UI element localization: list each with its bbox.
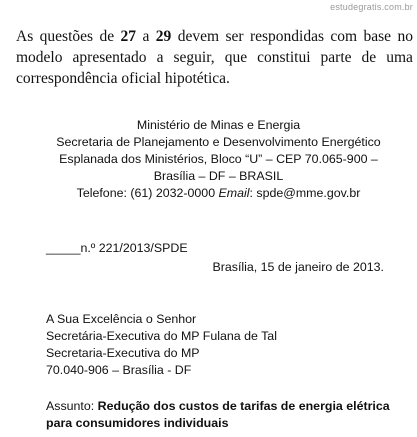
- intro-word: constitui: [257, 49, 311, 66]
- subject-block: [46, 398, 406, 432]
- recipient-name: Secretária-Executiva do MP Fulana de Tal: [46, 329, 277, 343]
- email-label: Email: [218, 186, 250, 200]
- intro-line-3: [16, 68, 413, 89]
- watermark: estudegratis.com.br: [330, 2, 413, 12]
- place-and-date: Brasília, 15 de janeiro de 2013.: [212, 260, 384, 274]
- intro-word: uma: [386, 49, 413, 66]
- subject-text: Redução dos custos de tarifas de energia elétrica: [97, 399, 390, 413]
- recipient-salutation: A Sua Excelência o Senhor: [46, 312, 197, 326]
- subject-line-1: [46, 398, 406, 415]
- email-address: : spde@mme.gov.br: [249, 186, 361, 200]
- ministry-name: Ministério de Minas e Energia: [136, 118, 301, 132]
- intro-word: apresentado: [72, 49, 147, 66]
- intro-line-3-text: correspondência oficial hipotética.: [16, 70, 230, 87]
- document-reference: _____n.º 221/2013/SPDE: [46, 241, 188, 255]
- intro-word: no: [397, 28, 413, 45]
- phone-text: Telefone: (61) 2032-0000: [76, 186, 216, 200]
- intro-word: a: [156, 49, 164, 66]
- address-line: Esplanada dos Ministérios, Bloco “U” – CEP 70.065-900 –: [59, 152, 378, 166]
- subject-label: Assunto:: [46, 399, 98, 413]
- intro-word: respondidas: [249, 28, 324, 45]
- intro-paragraph: [16, 26, 413, 89]
- recipient-block: [46, 311, 277, 379]
- recipient-address: 70.040-906 – Brasília - DF: [46, 363, 192, 377]
- question-end-number: 29: [155, 28, 172, 45]
- intro-word: seguir,: [173, 49, 215, 66]
- intro-word: de: [361, 49, 377, 66]
- intro-word: de: [99, 28, 115, 45]
- intro-word: questões: [39, 28, 94, 45]
- secretariat-name: Secretaria de Planejamento e Desenvolvimento Energético: [56, 135, 381, 149]
- intro-word: a: [142, 28, 150, 45]
- intro-word: devem: [177, 28, 220, 45]
- question-start-number: 27: [120, 28, 137, 45]
- contact-line: [20, 185, 417, 202]
- intro-word: parte: [320, 49, 352, 66]
- intro-word: modelo: [16, 49, 63, 66]
- recipient-office: Secretaria-Executiva do MP: [46, 346, 200, 360]
- intro-word: com: [330, 28, 358, 45]
- subject-text-continued: para consumidores individuais: [46, 416, 229, 430]
- intro-word: que: [224, 49, 248, 66]
- intro-word: base: [363, 28, 392, 45]
- intro-line-1: [16, 26, 413, 47]
- letterhead: [20, 117, 417, 202]
- intro-line-2: [16, 47, 413, 68]
- intro-word: As: [16, 28, 34, 45]
- intro-word: ser: [225, 28, 244, 45]
- subject-line-2: [46, 415, 406, 432]
- city-line: Brasília – DF – BRASIL: [153, 169, 284, 183]
